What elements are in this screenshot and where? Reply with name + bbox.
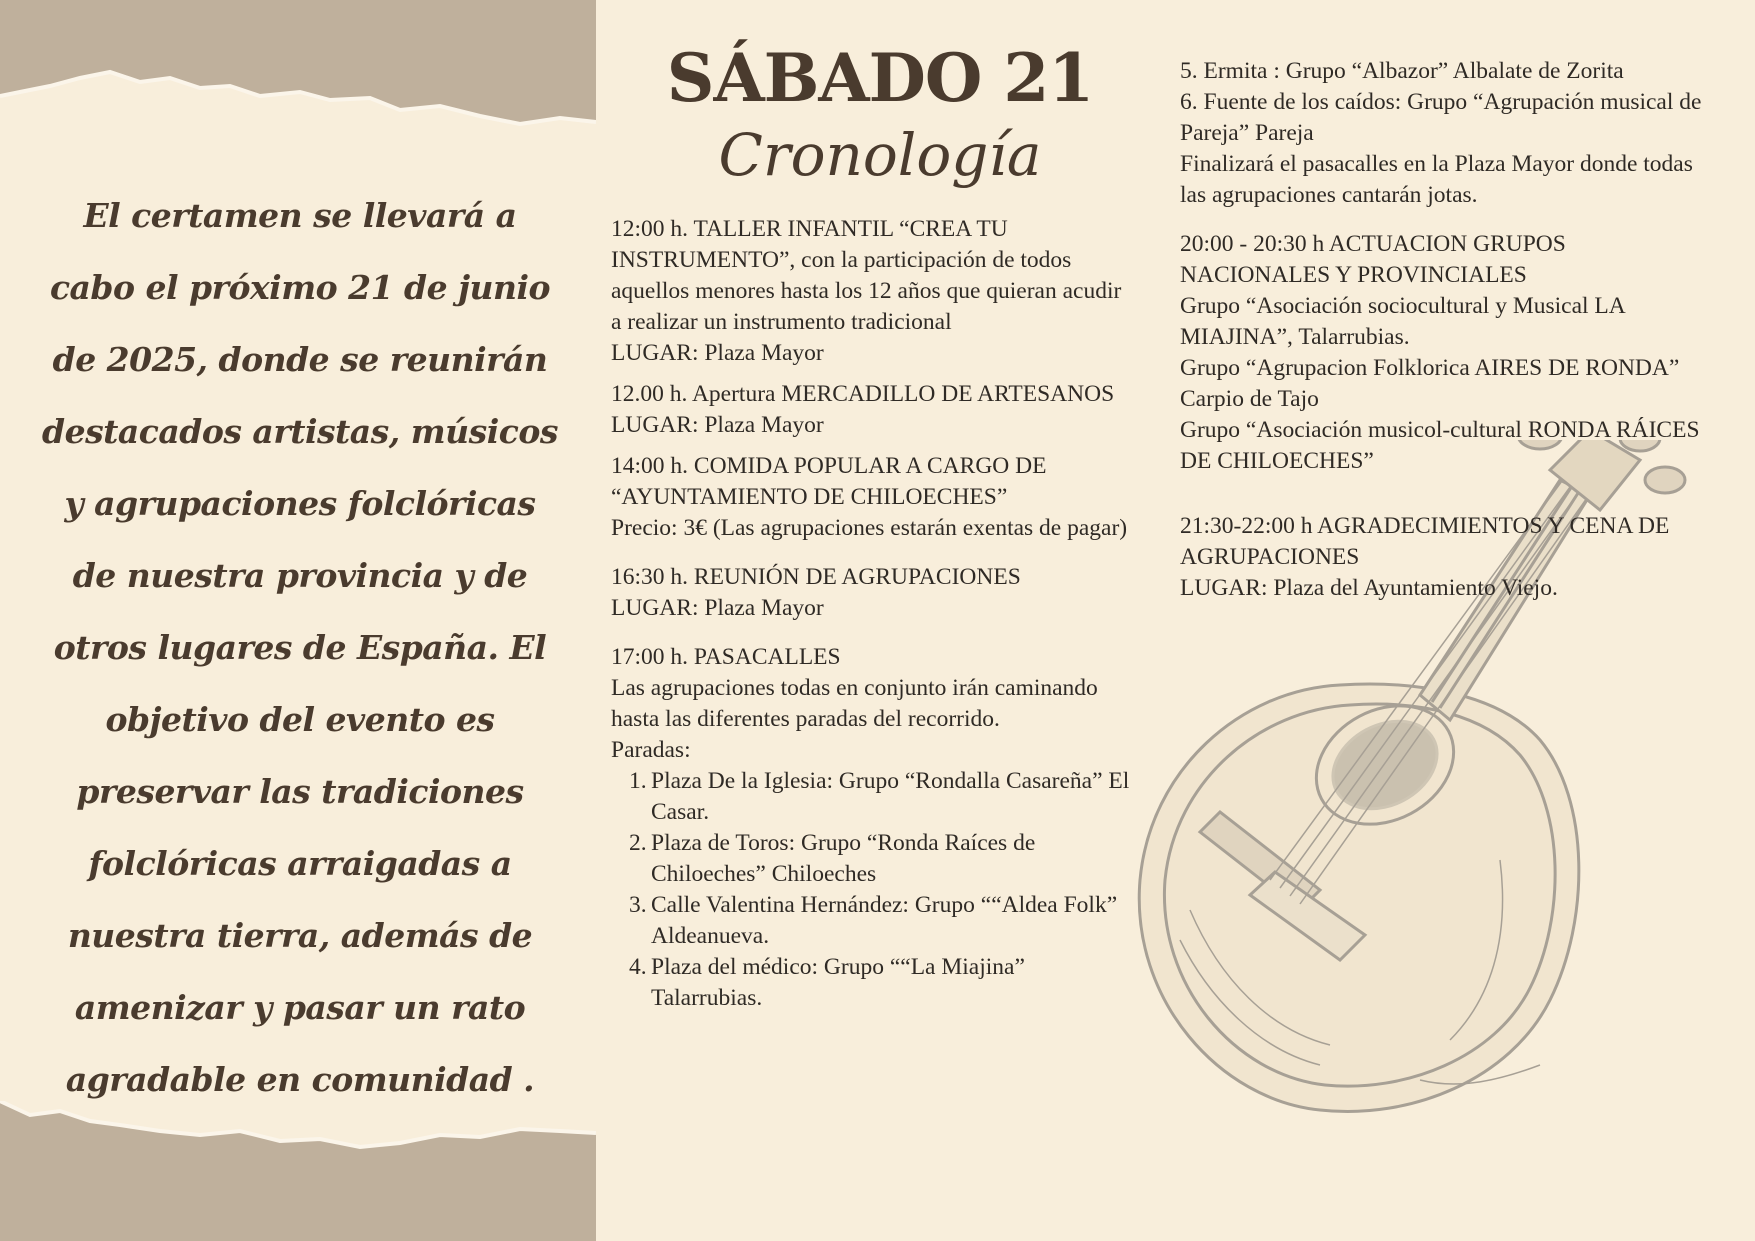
event-title: 16:30 h. REUNIÓN DE AGRUPACIONES: [611, 564, 1021, 590]
event-place: LUGAR: Plaza Mayor: [611, 340, 824, 366]
torn-paper-top: [0, 0, 596, 130]
group-entry: Grupo “Asociación sociocultural y Musical LA MIAJINA”, Talarrubias.: [1180, 293, 1625, 350]
list-number: 6.: [1180, 89, 1198, 115]
intro-text: El certamen se llevará a cabo el próximo 21 de junio de 2025, donde se reunirán destacados artistas, músicos y agrupaciones folclóricas de nuestra provincia y de otros lugares de España. El objetivo del evento es preservar las tradiciones folclóricas arraigadas a nuestra tierra, además de amenizar y pasar un rato agradable en comunidad .: [42, 196, 558, 1099]
event-place: LUGAR: Plaza Mayor: [611, 412, 824, 438]
list-item: [611, 952, 1141, 1014]
schedule-column-right: [1180, 56, 1720, 614]
group-entry: Grupo “Agrupacion Folklorica AIRES DE RONDA” Carpio de Tajo: [1180, 355, 1680, 412]
event-place: LUGAR: Plaza Mayor: [611, 595, 824, 621]
stops-label: Paradas:: [611, 737, 691, 763]
list-item: [1180, 56, 1720, 87]
stop-text: Plaza De la Iglesia: Grupo “Rondalla Casareña” El Casar.: [651, 768, 1130, 825]
list-item: [611, 828, 1141, 890]
list-item: [1180, 87, 1720, 149]
list-number: 2.: [629, 830, 647, 856]
event-pasacalles-continued: [1180, 56, 1720, 211]
group-entry: Grupo “Asociación musicol-cultural RONDA RÁICES DE CHILOECHES”: [1180, 417, 1700, 474]
list-item: [611, 766, 1141, 828]
event-description: Las agrupaciones todas en conjunto irán caminando hasta las diferentes paradas del recorrido.: [611, 675, 1098, 732]
event-agradecimientos: [1180, 511, 1720, 604]
event-taller: [611, 214, 1141, 369]
page-subtitle: Cronología: [718, 121, 1042, 189]
stop-text: Plaza del médico: Grupo ““La Miajina” Talarrubias.: [651, 954, 1025, 1011]
pasacalles-finale: Finalizará el pasacalles en la Plaza Mayor donde todas las agrupaciones cantarán jotas.: [1180, 151, 1693, 208]
intro-paragraph: [40, 180, 560, 1116]
event-title: 12:00 h. TALLER INFANTIL “CREA TU INSTRUMENTO”, con la participación de todos aquellos menores hasta los 12 años que quieran acudir: [611, 216, 1122, 304]
event-description: a realizar un instrumento tradicional: [611, 309, 952, 335]
stop-text: Ermita : Grupo “Albazor” Albalate de Zorita: [1203, 58, 1624, 84]
event-mercadillo: [611, 379, 1141, 441]
stop-text: Plaza de Toros: Grupo “Ronda Raíces de Chiloeches” Chiloeches: [651, 830, 1036, 887]
event-title: 21:30-22:00 h AGRADECIMIENTOS Y CENA DE AGRUPACIONES: [1180, 513, 1670, 570]
list-number: 4.: [629, 954, 647, 980]
event-place: LUGAR: Plaza del Ayuntamiento Viejo.: [1180, 575, 1558, 601]
list-number: 5.: [1180, 58, 1198, 84]
page-title: SÁBADO 21: [666, 39, 1094, 117]
event-title: 20:00 - 20:30 h ACTUACION GRUPOS NACIONALES Y PROVINCIALES: [1180, 231, 1566, 288]
stops-list: [611, 766, 1141, 1014]
list-item: [611, 890, 1141, 952]
stop-text: Calle Valentina Hernández: Grupo ““Aldea Folk” Aldeanueva.: [651, 892, 1118, 949]
event-pasacalles: [611, 642, 1141, 1014]
schedule-column-middle: [611, 214, 1141, 1024]
event-title: 17:00 h. PASACALLES: [611, 644, 841, 670]
list-number: 3.: [629, 892, 647, 918]
left-panel: [0, 0, 596, 1241]
torn-paper-bottom: [0, 1101, 596, 1241]
event-comida: [611, 451, 1141, 544]
event-title: 14:00 h. COMIDA POPULAR A CARGO DE “AYUNTAMIENTO DE CHILOECHES”: [611, 453, 1047, 510]
event-title: 12.00 h. Apertura MERCADILLO DE ARTESANOS: [611, 381, 1115, 407]
event-reunion: [611, 562, 1141, 624]
stop-text: Fuente de los caídos: Grupo “Agrupación musical de Pareja” Pareja: [1180, 89, 1702, 146]
list-number: 1.: [629, 768, 647, 794]
event-actuacion: [1180, 229, 1720, 477]
event-price: Precio: 3€ (Las agrupaciones estarán exentas de pagar): [611, 515, 1128, 541]
